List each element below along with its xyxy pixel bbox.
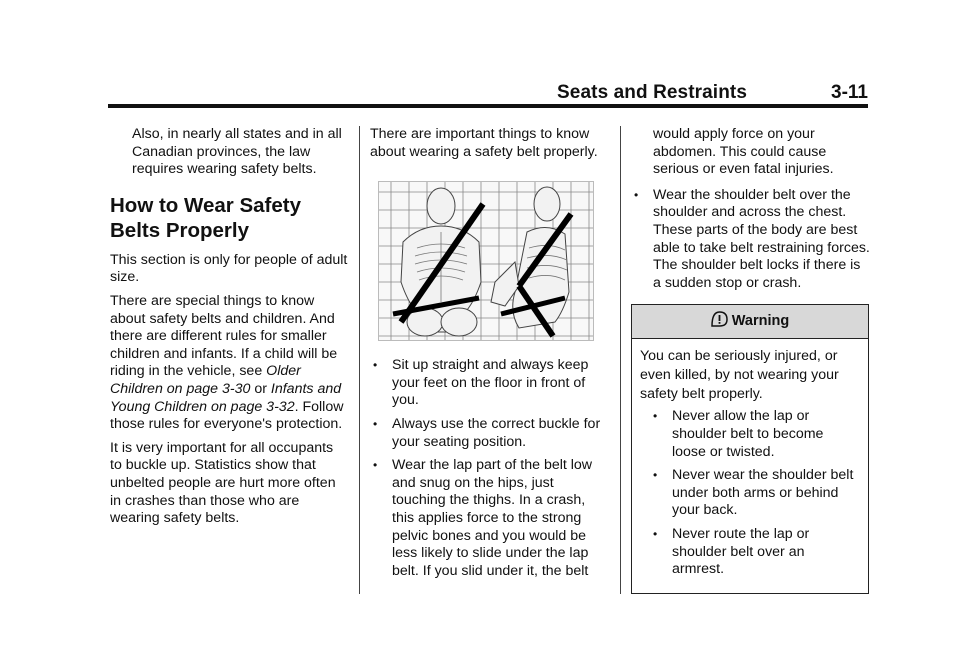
bullet-icon: • bbox=[634, 187, 639, 202]
list-item: • Wear the shoulder belt over the shoulder and across the chest. These parts of the body are best able to take belt restraining forces. The shoulder belt locks if there is a sudden stop or crash. bbox=[634, 186, 870, 291]
bullet-icon: • bbox=[373, 416, 378, 431]
shoulder-belt-list bbox=[631, 187, 871, 293]
seatbelt-figure-icon bbox=[379, 182, 593, 340]
column-2 bbox=[370, 126, 610, 586]
warning-text: You can be seriously injured, or even killed, by not wearing your safety belt properly. bbox=[640, 348, 839, 403]
section-title: Seats and Restraints bbox=[557, 82, 747, 103]
list-item: • Never allow the lap or shoulder belt to become loose or twisted. bbox=[653, 408, 824, 460]
list-item: • Wear the lap part of the belt low and snug on the hips, just touching the thighs. In a crash, this applies force to the strong pelvic bones and you would be less likely to slide under the lap belt. If you slid under it, the belt bbox=[373, 457, 593, 579]
bullet-icon: • bbox=[653, 409, 658, 424]
paragraph-statistics: It is very important for all occupants to buckle up. Statistics show that unbelted people are hurt more often in crashes than those who are wearing safety belts. bbox=[110, 439, 336, 527]
warning-body bbox=[632, 339, 868, 592]
intro-paragraph-2: There are important things to know about wearing a safety belt properly. bbox=[370, 126, 598, 160]
list-item: • Always use the correct buckle for your seating position. bbox=[373, 415, 601, 450]
warning-list bbox=[650, 408, 860, 578]
warning-box bbox=[631, 304, 869, 593]
continued-text: would apply force on your abdomen. This could cause serious or even fatal injuries. bbox=[653, 126, 834, 178]
list-item: • Sit up straight and always keep your feet on the floor in front of you. bbox=[373, 357, 589, 409]
bullet-icon: • bbox=[373, 358, 378, 373]
seatbelt-illustration bbox=[378, 181, 594, 341]
paragraph-children: There are special things to know about safety belts and children. And there are different rules for smaller children and infants. If a child will be riding in the vehicle, see Older Children on page 3-30 or Infants and Young Children on page 3-32. Follow those rules for everyone's protection. bbox=[110, 292, 344, 433]
list-item: • Never route the lap or shoulder belt over an armrest. bbox=[653, 525, 810, 578]
column-divider-1 bbox=[359, 126, 360, 594]
column-3 bbox=[631, 126, 871, 594]
header-divider bbox=[108, 104, 868, 108]
warning-icon bbox=[711, 311, 728, 333]
warning-title: Warning bbox=[731, 313, 790, 330]
bullet-icon: • bbox=[653, 526, 658, 541]
list-item: • Never wear the shoulder belt under both arms or behind your back. bbox=[653, 467, 854, 519]
link-infants[interactable]: Infants and Young Children on page 3-32 bbox=[110, 380, 342, 415]
page-number: 3-11 bbox=[831, 82, 868, 103]
bullet-icon: • bbox=[653, 468, 658, 483]
intro-paragraph: Also, in nearly all states and in all Canadian provinces, the law requires wearing safety belts. bbox=[132, 126, 342, 178]
column-divider-2 bbox=[620, 126, 621, 594]
section-heading: How to Wear Safety Belts Properly bbox=[110, 193, 301, 242]
warning-header bbox=[632, 305, 868, 339]
bullet-icon: • bbox=[373, 458, 378, 473]
paragraph-adult-size: This section is only for people of adult size. bbox=[110, 251, 348, 286]
belt-tips-list bbox=[370, 357, 610, 580]
column-1 bbox=[110, 126, 348, 534]
link-older-children[interactable]: Older Children on page 3-30 bbox=[110, 363, 301, 397]
